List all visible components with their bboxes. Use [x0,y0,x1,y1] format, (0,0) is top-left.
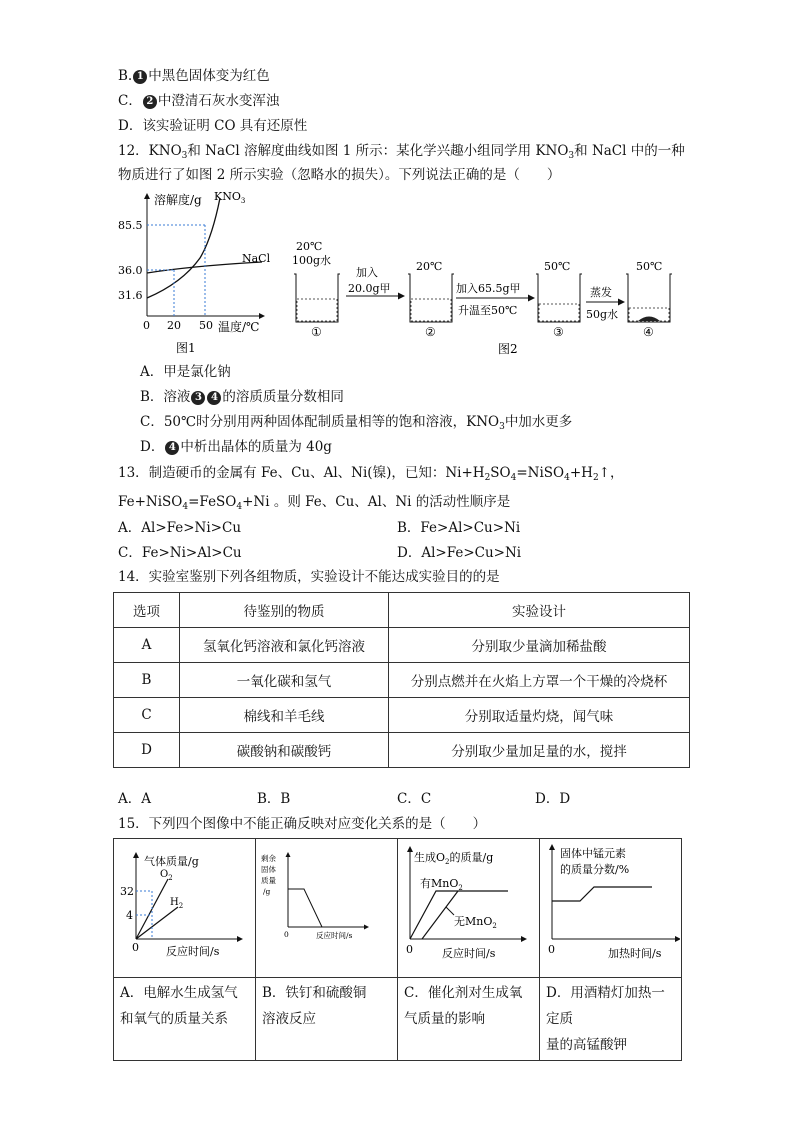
q13-stem-part: SO [490,465,511,481]
graph-a-ytick-32: 32 [120,885,134,898]
fig2-arrow1-top: 加入 [356,266,378,279]
table-row [114,663,690,698]
caption-line: B．铁钉和硫酸铜 [262,985,367,1001]
q13-stem-part: Fe+NiSO [118,494,183,510]
graph-b-origin: 0 [284,930,289,939]
graph-b-ylabel-4: /g [263,887,271,896]
q15-graph-b [256,839,396,973]
q15-table [113,838,682,1061]
table-cell: 碳酸钠和碳酸钙 [180,733,389,768]
table-row [114,733,690,768]
fig2-beaker2-temp: 20℃ [416,260,443,273]
q15-graph-c-cell [398,839,540,978]
fig2-label-1: ① [311,325,322,339]
q12-option-b-text: 的溶质质量分数相同 [222,389,344,405]
q15-graph-a [114,839,254,973]
q14-option-d: D．D [535,791,571,807]
table-cell: 氢氧化钙溶液和氯化钙溶液 [180,628,389,663]
graph-b-ylabel-1: 剩余 [261,854,276,863]
q11-option-b [118,66,270,86]
graph-a-o2-label: $O_2$ [160,869,173,882]
table-cell: 棉线和羊毛线 [180,698,389,733]
q13-option-b: B．Fe>Al>Cu>Ni [397,520,521,536]
caption-line: 和氧气的质量关系 [120,1011,228,1027]
fig1-xtick-50: 50 [199,319,213,332]
graph-d-xlabel: 加热时间/s [608,947,662,960]
graph-d-origin: 0 [548,943,555,956]
q11-option-c-prefix: C． [118,93,142,109]
fig2-beaker1-water: 100g水 [292,254,332,267]
q11-option-c-text: 中澄清石灰水变浑浊 [157,93,280,109]
fig1-xtick-20: 20 [167,319,181,332]
table-header-cell: 选项 [114,593,180,628]
q13-stem-part: =NiSO [516,465,565,481]
caption-line: D．用酒精灯加热一定质 [546,985,665,1027]
q15-graph-row [114,839,682,978]
graph-c-origin: 0 [406,943,413,956]
q15-graph-b-cell [256,839,398,978]
q12-option-c-part: C．50℃时分别用两种固体配制质量相等的饱和溶液，KNO [140,414,500,430]
graph-b-ylabel-3: 质量 [261,876,276,885]
fig1-ylabel: 溶解度/g [154,193,202,207]
beaker-4 [626,274,672,322]
table-cell: D [114,733,180,768]
table-cell: A [114,628,180,663]
q11-option-b-prefix: B. [118,68,133,84]
table-cell: C [114,698,180,733]
q15-stem: 15．下列四个图像中不能正确反映对应变化关系的是（ ） [118,816,487,832]
q12-figure2-experiment [286,236,686,358]
q11-option-d: D．该实验证明 CO 具有还原性 [118,118,308,134]
q12-option-d-prefix: D． [140,439,165,455]
graph-c-without-label: 无MnO$_2$ [454,915,497,930]
graph-a-h2-line [136,907,178,939]
beaker-3 [536,274,582,322]
fig1-ytick-31: 31.6 [118,289,143,302]
q15-graph-d [540,839,680,973]
graph-a-ylabel: 气体质量/g [144,855,199,868]
q13-option-a: A．Al>Fe>Ni>Cu [118,520,242,536]
circled-number: 1 [133,70,147,84]
fig2-arrow2-bottom: 升温至50℃ [458,304,518,317]
beaker-4-crystals [638,317,660,322]
fig1-xlabel: 温度/℃ [218,320,260,334]
caption-line: 气质量的影响 [404,1011,485,1027]
kno3-curve [147,198,220,298]
table-header-cell: 实验设计 [389,593,690,628]
table-header-cell: 待鉴别的物质 [180,593,389,628]
q12-stem-part: 和 NaCl 溶解度曲线如图 1 所示：某化学兴趣小组同学用 KNO [187,143,569,159]
beaker-1-liquid [297,299,337,321]
graph-c-pointer [446,907,454,915]
graph-c-without-line [422,891,458,939]
q15-graph-c [398,839,538,973]
fig1-kno3-label: $KNO_3$ [214,190,246,205]
fig1-ytick-36: 36.0 [118,264,143,277]
caption-line: 量的高锰酸钾 [546,1037,627,1053]
fig1-nacl-label: NaCl [242,252,271,265]
table-cell: B [114,663,180,698]
caption-line: A．电解水生成氢气 [120,985,238,1001]
fig2-arrow1-bottom: 20.0g甲 [348,282,391,295]
graph-d-ylabel-1: 固体中锰元素 [560,847,626,860]
circled-number: 4 [207,391,221,405]
table-cell: 分别取少量加足量的水，搅拌 [389,733,690,768]
table-cell: 分别点燃并在火焰上方罩一个干燥的冷烧杯 [389,663,690,698]
q15-graph-d-cell [540,839,682,978]
graph-c-ylabel: 生成$O_2$的质量/g [414,851,494,866]
table-cell: 分别取少量滴加稀盐酸 [389,628,690,663]
nacl-curve [147,262,262,273]
graph-d-ylabel-2: 的质量分数/% [560,863,630,876]
q15-caption-d [540,978,682,1061]
fig2-arrow3-top: 蒸发 [590,286,612,299]
table-cell: 一氧化碳和氢气 [180,663,389,698]
q13-stem-part: +Ni 。则 Fe、Cu、Al、Ni 的活动性顺序是 [242,494,511,510]
fig2-beaker1-temp: 20℃ [296,240,323,253]
q13-option-d: D．Al>Fe>Cu>Ni [397,545,522,561]
fig2-beaker3-temp: 50℃ [544,260,571,273]
q12-stem-part: 和 NaCl 中的一种 [574,143,685,159]
graph-c-with-label: 有MnO$_2$ [420,877,463,892]
fig1-ytick-85: 85.5 [118,219,143,232]
graph-b-ylabel-2: 固体 [261,865,276,874]
table-header-row [114,593,690,628]
table-row [114,628,690,663]
q15-graph-a-cell [114,839,256,978]
circled-number: 3 [191,391,205,405]
caption-line: C．催化剂对生成氧 [404,985,523,1001]
graph-d-line [552,887,652,901]
q14-table [113,592,690,768]
q11-option-b-text: 中黑色固体变为红色 [148,68,270,84]
fig2-arrow3-bottom: 50g水 [586,308,619,321]
q12-stem-line2: 物质进行了如图 2 所示实验（忽略水的损失）。下列说法正确的是（ ） [118,167,561,183]
q12-option-c-part: 中加水更多 [504,414,573,430]
q13-option-c: C．Fe>Ni>Al>Cu [118,545,242,561]
q12-option-c: C．50℃时分别用两种固体配制质量相等的饱和溶液，$KNO_3$中加水更多 [140,414,573,432]
graph-a-xlabel: 反应时间/s [166,945,220,958]
q14-stem: 14．实验室鉴别下列各组物质，实验设计不能达成实验目的的是 [118,569,500,585]
q12-option-b-prefix: B．溶液 [140,389,191,405]
fig2-beaker4-temp: 50℃ [636,260,663,273]
caption-line: 溶液反应 [262,1011,316,1027]
graph-a-origin: 0 [132,941,139,954]
beaker-3-liquid [539,304,579,321]
q15-caption-a [114,978,256,1061]
q13-stem-part: =FeSO [188,494,237,510]
graph-a-ytick-4: 4 [126,909,133,922]
q14-option-b: B．B [257,791,291,807]
q14-option-c: C．C [397,791,432,807]
q15-caption-row [114,978,682,1061]
fig1-xtick-0: 0 [143,319,150,332]
circled-number: 2 [143,95,157,109]
q12-option-d [140,437,332,457]
beaker-2-liquid [411,299,451,321]
beaker-2 [408,274,454,322]
q15-caption-c [398,978,540,1061]
table-cell: 分别取适量灼烧，闻气味 [389,698,690,733]
graph-b-line [288,889,322,927]
fig2-label-2: ② [425,325,436,339]
graph-c-xlabel: 反应时间/s [442,947,496,960]
q12-option-b [140,387,344,407]
beaker-1 [294,274,340,322]
graph-a-h2-label: $H_2$ [170,897,184,910]
q12-stem-line1: 12．$KNO_3$和 NaCl 溶解度曲线如图 1 所示：某化学兴趣小组同学用 $KNO_3$和 NaCl 中的一种 [118,143,685,161]
q13-stem-line1: 13．制造硬币的金属有 Fe、Cu、Al、Ni(镍)，已知：$Ni+H_2SO_4=NiSO_4+H_2↑$， [118,465,624,483]
q12-option-a: A．甲是氯化钠 [140,364,231,380]
fig2-label-4: ④ [643,325,654,339]
fig2-arrow2-top: 加入65.5g甲 [456,282,521,295]
table-row [114,698,690,733]
fig1-caption: 图1 [176,341,196,355]
fig2-caption: 图2 [498,342,518,356]
q14-option-a: A．A [118,791,151,807]
q12-figure1-solubility-graph [112,188,282,358]
q13-stem-part: +H [569,465,593,481]
circled-number: 4 [165,441,179,455]
q11-option-c [118,91,279,111]
graph-b-xlabel: 反应时间/s [316,931,353,940]
q15-caption-b [256,978,398,1061]
q13-stem-line2: Fe+NiSO$_4$=FeSO$_4$+Ni 。则 Fe、Cu、Al、Ni 的活动性顺序是 [118,494,511,512]
q12-stem-part: 12．KNO [118,143,182,159]
q13-stem-part: ↑， [598,465,624,481]
q13-stem-part: 13．制造硬币的金属有 Fe、Cu、Al、Ni(镍)，已知：Ni+H [118,465,485,481]
q12-option-d-text: 中析出晶体的质量为 40g [180,439,332,455]
fig2-label-3: ③ [553,325,564,339]
